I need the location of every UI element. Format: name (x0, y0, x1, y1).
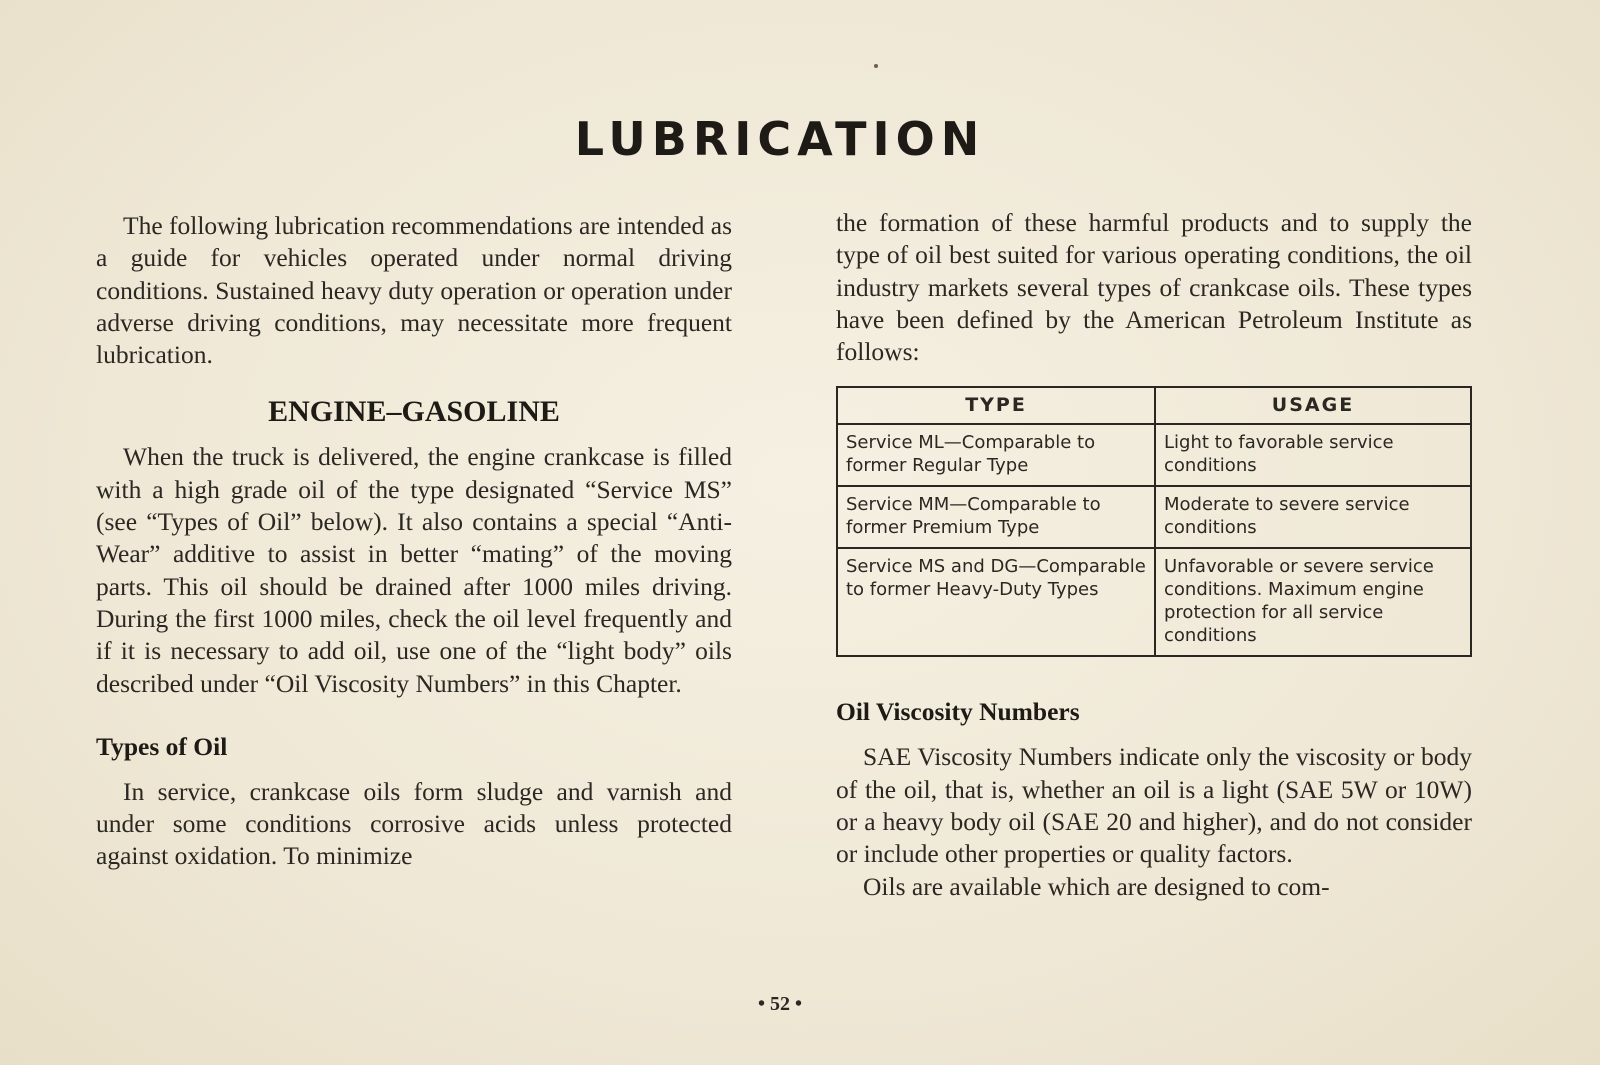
table-cell-usage: Light to favorable service conditions (1155, 424, 1471, 486)
continuation-paragraph: the formation of these harmful products and to supply the type of oil best suited for various operating conditions, the oil industry markets several types of crankcase oils. These types have been defined by the American Petroleum Institute as follows: (836, 208, 1472, 367)
table-header-usage: USAGE (1155, 387, 1471, 424)
table-row (837, 486, 1471, 548)
viscosity-paragraph: SAE Viscosity Numbers indicate only the viscosity or body of the oil, that is, whether an oil is a light (SAE 5W or 10W) or a heavy body oil (SAE 20 and higher), and do not consider or include other properties or quality factors. (836, 742, 1472, 869)
engine-paragraph: When the truck is delivered, the engine crankcase is filled with a high grade oil of the type designated “Service MS” (see “Types of Oil” below). It also contains a special “Anti-Wear” additive to assist in better “mating” of the moving parts. This oil should be drained after 1000 miles driving. During the first 1000 miles, check the oil level frequently and if it is necessary to add oil, use one of the “light body” oils described under “Oil Viscosity Numbers” in this Chapter. (96, 442, 732, 698)
types-of-oil-heading: Types of Oil (96, 731, 228, 761)
table-cell-usage: Unfavorable or severe service conditions. Maximum engine protection for all service conditions (1155, 548, 1471, 656)
right-column (836, 207, 1472, 903)
left-column (96, 210, 732, 873)
page-title: LUBRICATION (574, 112, 986, 166)
page-number: • 52 • (757, 993, 802, 1015)
types-of-oil-paragraph: In service, crankcase oils form sludge and varnish and under some conditions corrosive acids unless protected against oxidation. To minimize (96, 776, 732, 871)
table-header-type: TYPE (837, 387, 1155, 424)
oil-types-table (836, 386, 1472, 657)
table-header-row (837, 387, 1471, 424)
table-cell-type: Service MS and DG—Comparable to former Heavy-Duty Types (837, 548, 1155, 656)
table-cell-type: Service ML—Comparable to former Regular Type (837, 424, 1155, 486)
intro-paragraph: The following lubrication recommendations are intended as a guide for vehicles operated under normal driving conditions. Sustained heavy duty operation or operation under adverse driving conditions, may necessitate more frequent lubrication. (96, 211, 732, 370)
table-row (837, 548, 1471, 656)
paper-speck (874, 64, 878, 68)
available-oils-paragraph: Oils are available which are designed to com- (863, 871, 1330, 901)
table-cell-usage: Moderate to severe service conditions (1155, 486, 1471, 548)
table-row (837, 424, 1471, 486)
engine-gasoline-heading: ENGINE–GASOLINE (268, 395, 560, 429)
table-cell-type: Service MM—Comparable to former Premium Type (837, 486, 1155, 548)
oil-viscosity-heading: Oil Viscosity Numbers (836, 697, 1080, 727)
